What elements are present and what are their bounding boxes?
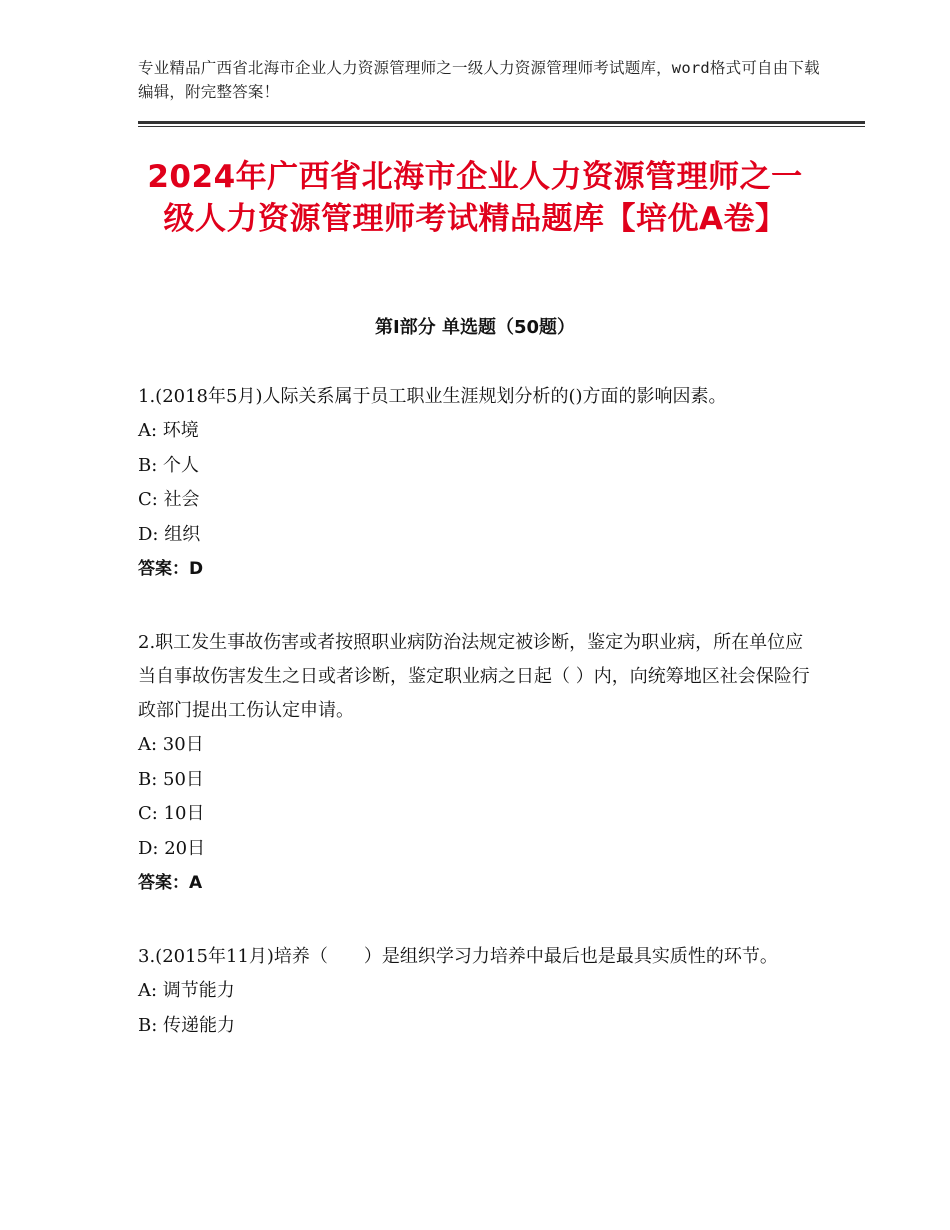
- option-text: 传递能力: [163, 1014, 236, 1036]
- option-letter: C:: [138, 489, 164, 510]
- answer-line: 答案：D: [138, 559, 204, 579]
- option-a: [138, 414, 812, 449]
- option-a: [138, 974, 812, 1009]
- option-text: 10日: [163, 803, 205, 824]
- option-b: [138, 763, 812, 798]
- option-text: 个人: [163, 454, 200, 476]
- option-letter: B:: [138, 454, 164, 476]
- question-2: [138, 626, 812, 900]
- option-letter: A:: [138, 980, 163, 1001]
- option-d: [138, 832, 812, 867]
- question-stem: 1.(2018年5月)人际关系属于员工职业生涯规划分析的()方面的影响因素。: [138, 386, 727, 407]
- question-list: [138, 380, 812, 1083]
- option-letter: D:: [138, 837, 165, 859]
- option-letter: A:: [138, 734, 163, 755]
- header-rule-thin: [138, 126, 865, 127]
- option-text: 30日: [162, 734, 204, 755]
- option-text: 组织: [164, 523, 201, 545]
- option-letter: C:: [138, 803, 164, 824]
- document-title: 2024年广西省北海市企业人力资源管理师之一级人力资源管理师考试精品题库【培优A卷】: [147, 159, 803, 237]
- option-letter: B:: [138, 768, 164, 790]
- option-c: [138, 483, 812, 518]
- header-rule-thick: [138, 121, 865, 124]
- option-b: [138, 1009, 812, 1044]
- question-3: [138, 940, 812, 1043]
- header-note: 专业精品广西省北海市企业人力资源管理师之一级人力资源管理师考试题库，word格式可自由下载编辑，附完整答案！: [138, 59, 820, 101]
- option-letter: B:: [138, 1014, 164, 1036]
- option-text: 环境: [162, 420, 199, 441]
- option-text: 调节能力: [162, 980, 235, 1001]
- option-b: [138, 449, 812, 484]
- answer-line: 答案：A: [138, 873, 203, 893]
- question-1: [138, 380, 812, 586]
- option-text: 50日: [163, 768, 204, 790]
- question-stem: 3.(2015年11月)培养（ ）是组织学习力培养中最后也是最具实质性的环节。: [138, 946, 778, 967]
- section-heading: 第Ⅰ部分 单选题（50题）: [374, 317, 575, 338]
- option-text: 20日: [164, 837, 206, 859]
- option-d: [138, 518, 812, 553]
- option-a: [138, 728, 812, 763]
- question-stem: 2.职工发生事故伤害或者按照职业病防治法规定被诊断，鉴定为职业病，所在单位应当自事故伤害发生之日或者诊断，鉴定职业病之日起（ ）内，向统筹地区社会保险行政部门提出工伤认定申请。: [138, 632, 810, 721]
- option-letter: D:: [138, 523, 165, 545]
- option-c: [138, 797, 812, 832]
- option-letter: A:: [138, 420, 163, 441]
- option-text: 社会: [163, 489, 200, 510]
